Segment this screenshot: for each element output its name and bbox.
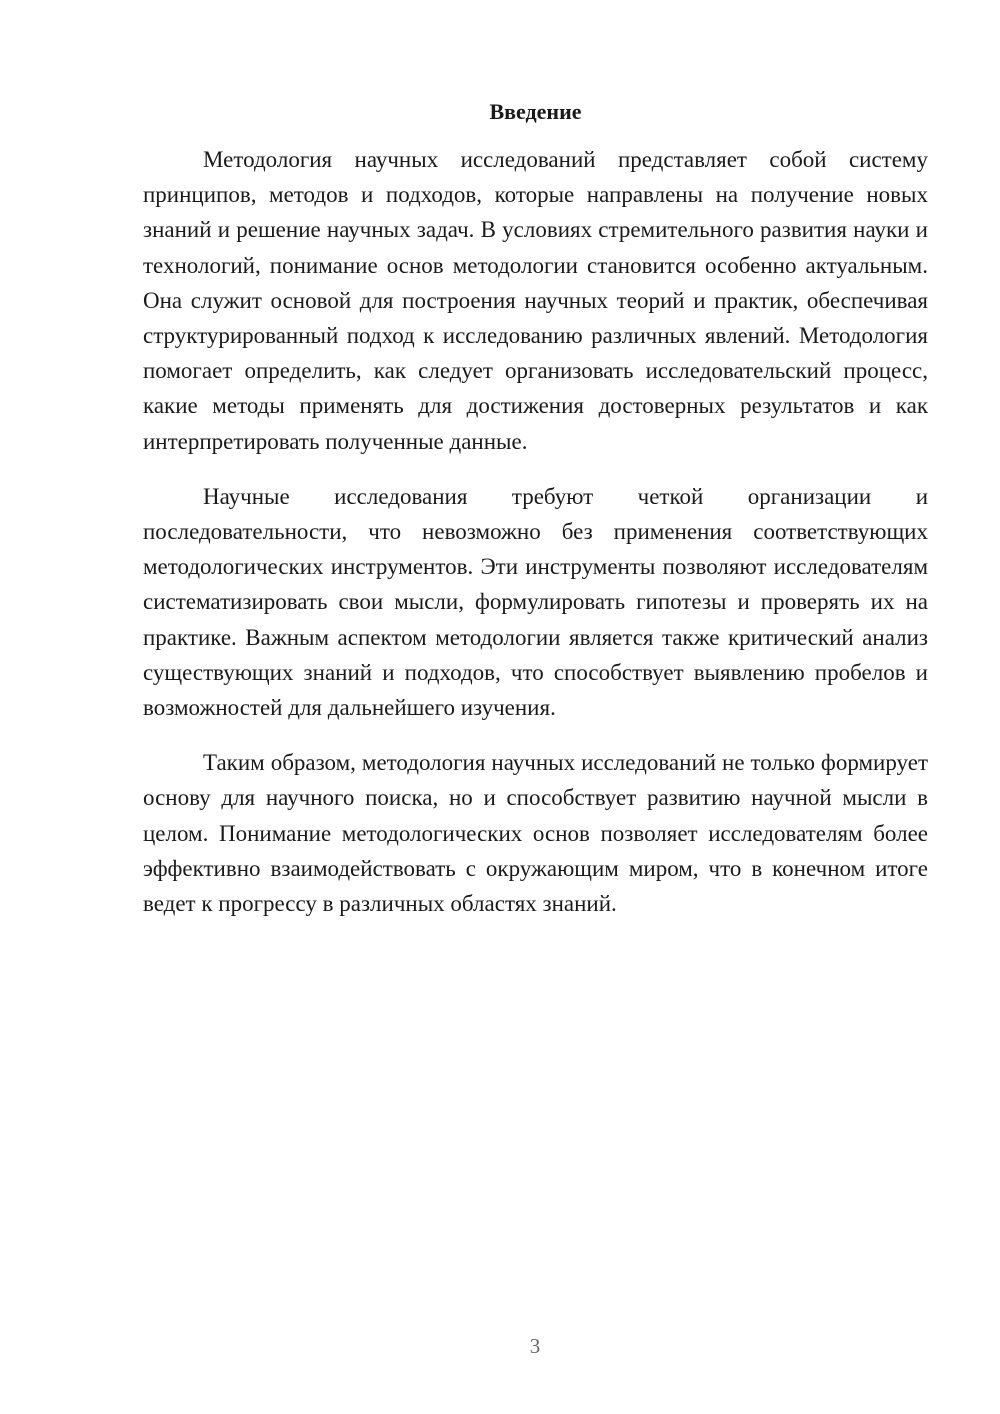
page-title: Введение bbox=[489, 99, 582, 124]
paragraph-2: Научные исследования требуют четкой организации и последовательности, что невозможно без применения соответствующих методологических инструментов. Эти инструменты позволяют исследователям систематизировать свои мысли, формулировать гипотезы и проверять их на практике. Важным аспектом методологии является также критический анализ существующих знаний и подходов, что способствует выявлению пробелов и возможностей для дальнейшего изучения. bbox=[143, 483, 928, 721]
page-number: 3 bbox=[529, 1334, 541, 1358]
paragraph-1: Методология научных исследований представляет собой систему принципов, методов и подходов, которые направлены на получение новых знаний и решение научных задач. В условиях стремительного развития науки и технологий, понимание основ методологии становится особенно актуальным. Она служит основой для построения научных теорий и практик, обеспечивая структурированный подход к исследованию различных явлений. Методология помогает определить, как следует организовать исследовательский процесс, какие методы применять для достижения достоверных результатов и как интерпретировать полученные данные. bbox=[143, 147, 928, 454]
document-body bbox=[143, 142, 928, 941]
paragraph-3: Таким образом, методология научных исследований не только формирует основу для научного поиска, но и способствует развитию научной мысли в целом. Понимание методологических основ позволяет исследователям более эффективно взаимодействовать с окружающим миром, что в конечном итоге ведет к прогрессу в различных областях знаний. bbox=[143, 750, 928, 917]
